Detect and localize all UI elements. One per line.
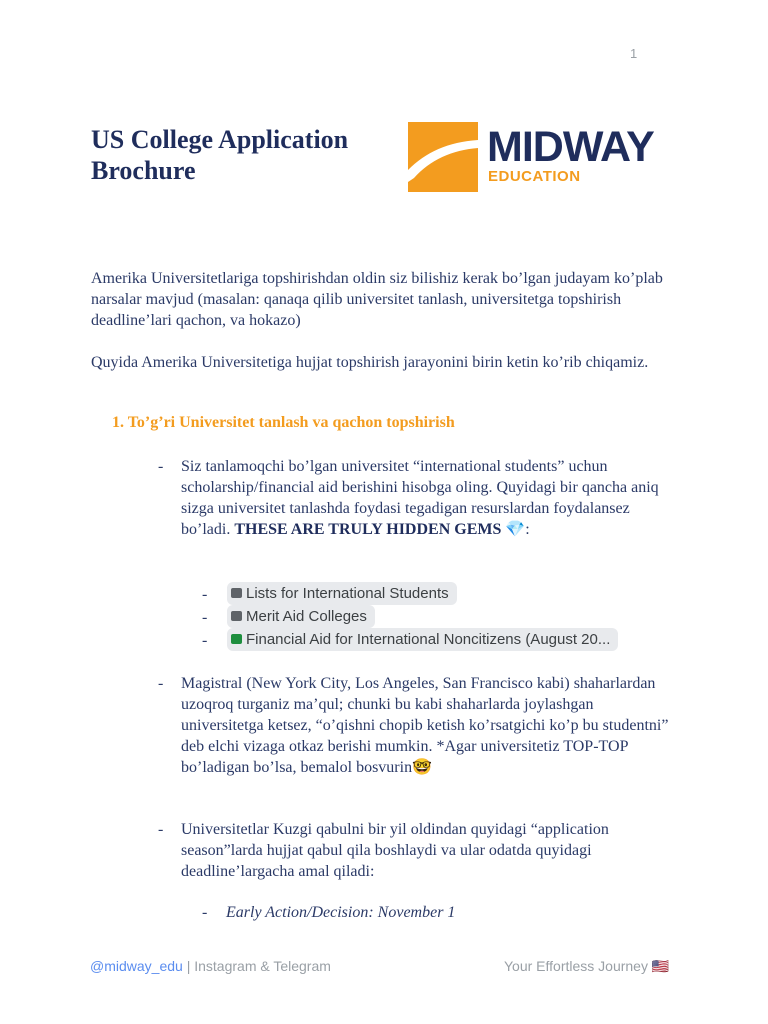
page-title: US College Application Brochure: [91, 125, 349, 185]
spreadsheet-icon: [231, 634, 242, 644]
bullet-dash: -: [158, 821, 164, 838]
resource-label: Financial Aid for International Noncitizens (August 20...: [246, 631, 611, 648]
resource-label: Lists for International Students: [246, 585, 449, 602]
resource-label: Merit Aid Colleges: [246, 608, 367, 625]
bullet-dash: -: [202, 586, 208, 603]
section-heading-1: [112, 414, 455, 432]
bullet-text: Universitetlar Kuzgi qabulni bir yil oldindan quyidagi “application season”larda hujjat qabul qila boshlaydi va ular odatda quyidagi deadline’largacha amal qiladi:: [181, 821, 609, 880]
footer-tagline: Your Effortless Journey 🇺🇸: [504, 958, 670, 974]
intro-paragraph: Amerika Universitetlariga topshirishdan oldin siz bilishiz kerak bo’lgan judayam ko’plab narsalar mavjud (masalan: qanaqa qilib universitet tanlash, universitetga topshirish deadline’lari qachon, va hokazo): [91, 270, 663, 329]
resource-chip[interactable]: [227, 628, 618, 651]
midway-logo: [408, 122, 712, 192]
logo-wordmark: MIDWAY: [487, 123, 654, 171]
footer-social: [90, 958, 331, 974]
bullet-text: Magistral (New York City, Los Angeles, San Francisco kabi) shaharlardan uzoqroq turganiz ma’qul; chunki bu kabi shaharlarda joylashgan universitetga ketsez, “o’qishni chopib ketish ko’rsatgichi ko’p bu studentni” deb elchi vizaga otkaz berishi mumkin. *Agar universitetiz TOP-TOP bo’ladigan bo’lsa, bemalol bosvurin🤓: [181, 675, 669, 776]
bullet-text: Siz tanlamoqchi bo’lgan universitet “international students” uchun scholarship/financial aid berishini hisobga oling. Quyidagi bir qancha aniq sizga universitet tanlashda foydasi tegadigan resurslardan foydalansez bo’ladi.: [181, 458, 659, 538]
gem-emoji: 💎:: [505, 521, 530, 538]
bullet-dash: -: [202, 609, 208, 626]
social-handle-link[interactable]: @midway_edu: [90, 958, 183, 974]
bullet-dash: -: [158, 675, 164, 692]
resource-chip[interactable]: [227, 582, 457, 605]
logo-subtitle: EDUCATION: [488, 168, 581, 185]
bullet-emphasis: THESE ARE TRULY HIDDEN GEMS: [234, 521, 502, 538]
footer-platforms: | Instagram & Telegram: [182, 958, 331, 974]
folder-icon: [231, 611, 242, 621]
resource-chip[interactable]: [227, 605, 375, 628]
midway-logo-mark-icon: [408, 122, 478, 192]
intro-paragraph-2: Quyida Amerika Universitetiga hujjat topshirish jarayonini birin ketin ko’rib chiqamiz.: [91, 354, 649, 371]
deadline-text: Early Action/Decision: November 1: [226, 904, 456, 921]
bullet-dash: -: [202, 632, 208, 649]
bullet-dash: -: [158, 458, 164, 475]
section-number: 1.: [112, 414, 124, 431]
page-number: 1: [630, 46, 638, 61]
section-title: To’g’ri Universitet tanlash va qachon topshirish: [127, 414, 455, 431]
bullet-dash: -: [202, 904, 208, 921]
folder-icon: [231, 588, 242, 598]
